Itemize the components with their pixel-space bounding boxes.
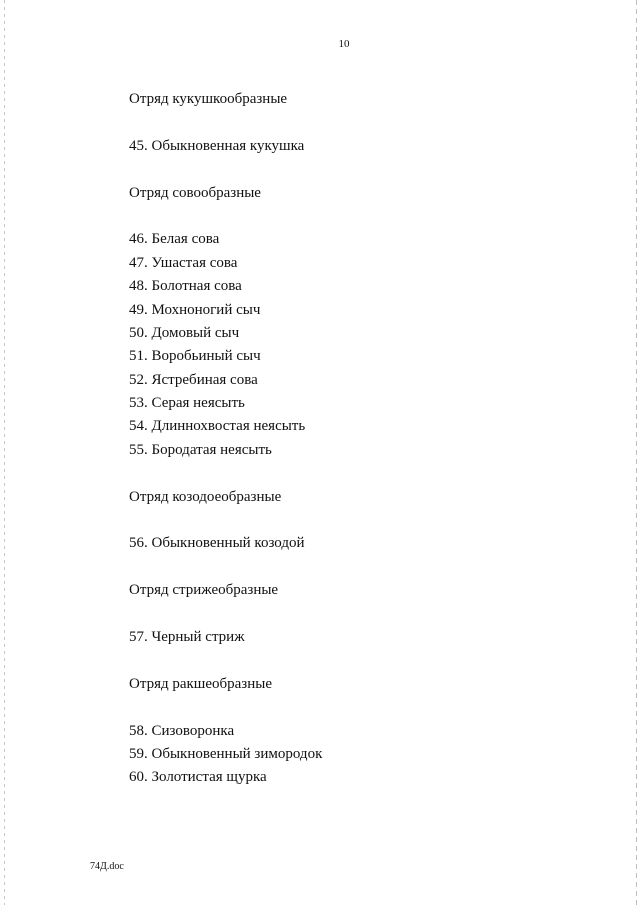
blank-line: [129, 158, 609, 181]
species-item: 57. Черный стриж: [129, 628, 245, 645]
section-heading: Отряд совообразные: [129, 184, 261, 201]
species-item: 51. Воробьиный сыч: [129, 348, 261, 365]
blank-line: [129, 462, 609, 485]
scan-edge-right: [636, 0, 637, 905]
blank-line: [129, 205, 609, 228]
section-heading: Отряд кукушкообразные: [129, 91, 288, 107]
species-item: 50. Домовый сыч: [129, 324, 240, 341]
species-item: 45. Обыкновенная кукушка: [129, 137, 305, 154]
page-number: 10: [338, 38, 350, 50]
footer-filename: 74Д.doc: [90, 861, 124, 872]
species-list: [129, 88, 609, 790]
species-item: 55. Бородатая неясыть: [129, 441, 272, 458]
species-item: 49. Мохноногий сыч: [129, 301, 261, 318]
species-item: 54. Длиннохвостая неясыть: [129, 418, 306, 435]
species-item: 48. Болотная сова: [129, 278, 242, 295]
blank-line: [129, 603, 609, 626]
species-item: 46. Белая сова: [129, 231, 220, 248]
species-item: 56. Обыкновенный козодой: [129, 535, 305, 552]
blank-line: [129, 649, 609, 672]
species-item: 47. Ушастая сова: [129, 254, 238, 271]
section-heading: Отряд стрижеобразные: [129, 582, 279, 599]
species-item: 52. Ястребиная сова: [129, 371, 258, 388]
section-heading: Отряд козодоеобразные: [129, 488, 282, 505]
species-item: 58. Сизоворонка: [129, 722, 235, 739]
blank-line: [129, 696, 609, 719]
species-item: 60. Золотистая щурка: [129, 769, 267, 786]
species-item: 59. Обыкновенный зимородок: [129, 745, 323, 762]
blank-line: [129, 556, 609, 579]
species-item: 53. Серая неясыть: [129, 395, 245, 412]
section-heading: Отряд ракшеобразные: [129, 675, 272, 692]
scan-edge-left: [4, 0, 5, 905]
blank-line: [129, 509, 609, 532]
blank-line: [129, 111, 609, 134]
